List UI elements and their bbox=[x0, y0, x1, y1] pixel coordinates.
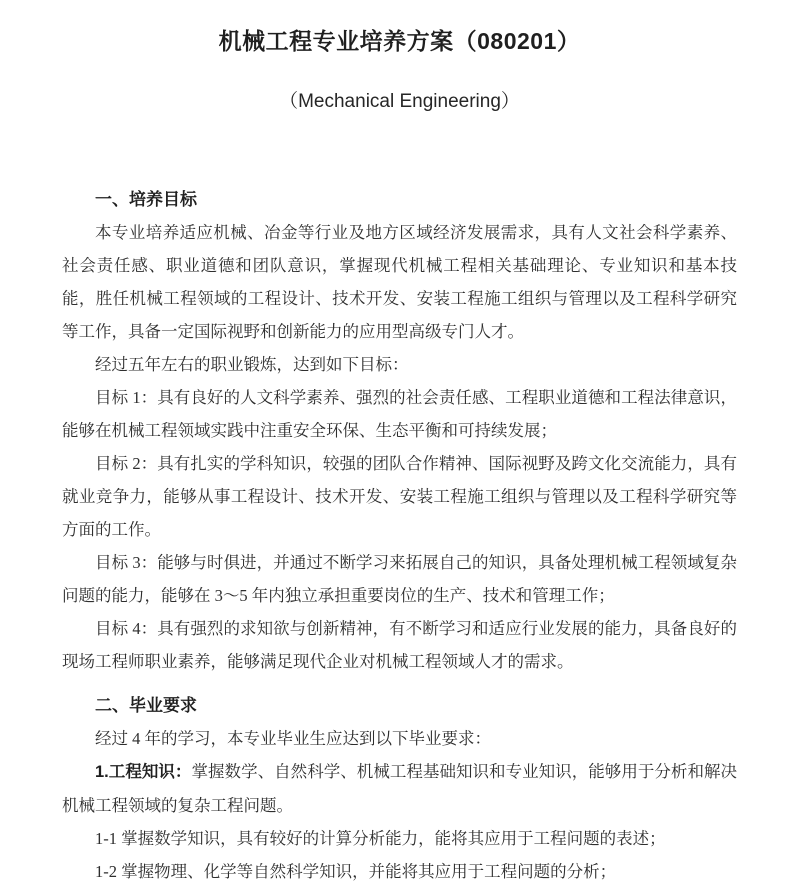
paragraph-career-goals-intro: 经过五年左右的职业锻炼，达到如下目标： bbox=[95, 355, 409, 374]
document-subtitle-english: （Mechanical Engineering） bbox=[279, 91, 520, 112]
section-heading-training-objectives: 一、培养目标 bbox=[95, 190, 197, 209]
paragraph-engineering-knowledge bbox=[62, 755, 737, 822]
paragraph-goal-2: 目标 2：具有扎实的学科知识，较强的团队合作精神、国际视野及跨文化交流能力，具有就业竞争力，能够从事工程设计、技术开发、安装工程施工组织与管理以及工程科学研究等方面的工作。 bbox=[62, 454, 737, 539]
section-heading-graduation-requirements: 二、毕业要求 bbox=[95, 696, 197, 715]
paragraph-program-overview: 本专业培养适应机械、冶金等行业及地方区域经济发展需求，具有人文社会科学素养、社会责任感、职业道德和团队意识，掌握现代机械工程相关基础理论、专业知识和基本技能，胜任机械工程领域的工程设计、技术开发、安装工程施工组织与管理以及工程科学研究等工作，具备一定国际视野和创新能力的应用型高级专门人才。 bbox=[62, 223, 737, 341]
requirement-1-text: 掌握数学、自然科学、机械工程基础知识和专业知识，能够用于分析和解决机械工程领域的复杂工程问题。 bbox=[62, 762, 738, 815]
document-title: 机械工程专业培养方案（080201） bbox=[218, 28, 581, 54]
paragraph-goal-4: 目标 4：具有强烈的求知欲与创新精神，有不断学习和适应行业发展的能力，具备良好的现场工程师职业素养，能够满足现代企业对机械工程领域人才的需求。 bbox=[62, 619, 737, 671]
paragraph-requirement-1-1: 1-1 掌握数学知识，具有较好的计算分析能力，能将其应用于工程问题的表述； bbox=[95, 829, 666, 848]
paragraph-requirement-1-2: 1-2 掌握物理、化学等自然科学知识，并能将其应用于工程问题的分析； bbox=[95, 862, 617, 881]
paragraph-goal-3: 目标 3：能够与时俱进，并通过不断学习来拓展自己的知识，具备处理机械工程领域复杂问题的能力，能够在 3～5 年内独立承担重要岗位的生产、技术和管理工作； bbox=[62, 553, 737, 605]
requirement-1-label: 1.工程知识： bbox=[95, 763, 192, 781]
paragraph-goal-1: 目标 1：具有良好的人文科学素养、强烈的社会责任感、工程职业道德和工程法律意识，能够在机械工程领域实践中注重安全环保、生态平衡和可持续发展； bbox=[62, 388, 737, 440]
paragraph-graduation-intro: 经过 4 年的学习，本专业毕业生应达到以下毕业要求： bbox=[95, 729, 491, 748]
